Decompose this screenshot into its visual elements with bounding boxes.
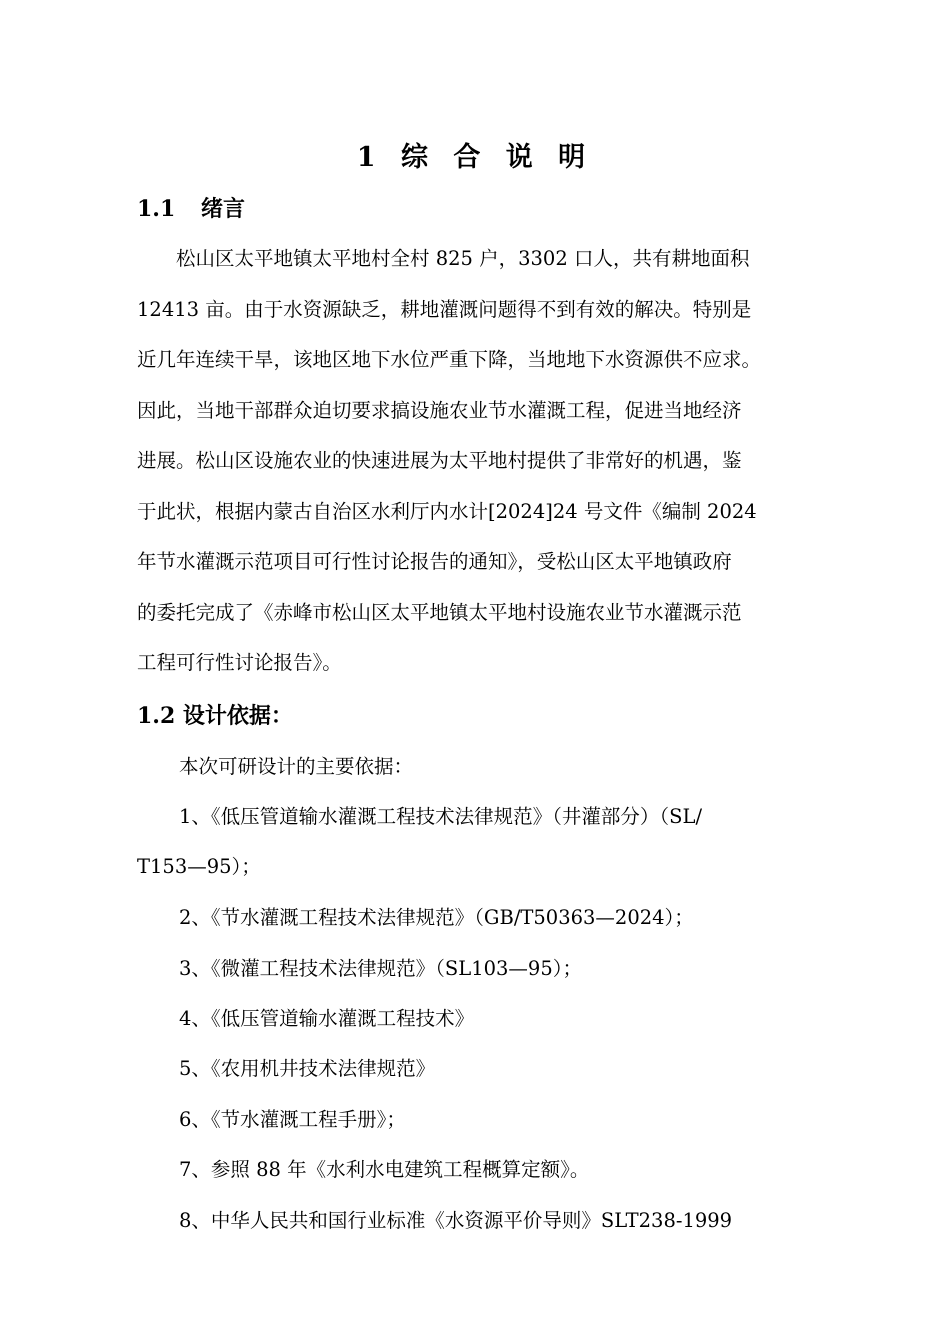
paragraph-line: 的委托完成了《赤峰市松山区太平地镇太平地村设施农业节水灌溉示范 <box>137 600 742 624</box>
basis-item-continuation: T153—95）； <box>137 855 261 878</box>
basis-intro: 本次可研设计的主要依据： <box>179 755 414 778</box>
paragraph-line: 工程可行性讨论报告》。 <box>137 651 342 674</box>
paragraph-line: 12413 亩。由于水资源缺乏，耕地灌溉问题得不到有效的解决。特别是 <box>137 297 752 321</box>
paragraph-line: 进展。松山区设施农业的快速进展为太平地村提供了非常好的机遇，鉴 <box>137 449 742 472</box>
basis-item: 4、《低压管道输水灌溉工程技术》 <box>179 1007 475 1030</box>
basis-item: 2、《节水灌溉工程技术法律规范》（GB/T50363—2024）； <box>179 906 694 929</box>
paragraph-line: 于此状，根据内蒙古自治区水利厅内水计[2024]24 号文件《编制 2024 <box>137 499 757 523</box>
section-heading-1-2: 1.2 设计依据： <box>137 703 293 729</box>
basis-item: 7、参照 88 年《水利水电建筑工程概算定额》。 <box>179 1158 590 1181</box>
paragraph-line: 年节水灌溉示范项目可行性讨论报告的通知》，受松山区太平地镇政府 <box>137 550 732 573</box>
paragraph-line: 因此，当地干部群众迫切要求搞设施农业节水灌溉工程，促进当地经济 <box>137 398 742 422</box>
basis-item: 3、《微灌工程技术法律规范》（SL103—95）； <box>179 957 582 980</box>
paragraph-line: 松山区太平地镇太平地村全村 825 户，3302 口人，共有耕地面积 <box>137 247 750 270</box>
basis-item: 8、中华人民共和国行业标准《水资源平价导则》SLT238-1999 <box>179 1209 733 1232</box>
paragraph-line: 近几年连续干旱，该地区地下水位严重下降，当地地下水资源供不应求。 <box>137 348 762 371</box>
section-heading-1-1 <box>137 193 245 225</box>
intro-paragraph <box>137 234 847 689</box>
basis-item: 1、《低压管道输水灌溉工程技术法律规范》（井灌部分）（SL/ <box>179 805 703 828</box>
section-title: 绪言 <box>201 196 246 222</box>
section-number: 1.1 <box>137 196 176 222</box>
basis-item: 6、《节水灌溉工程手册》； <box>179 1108 406 1131</box>
page-title: 1 综 合 说 明 <box>356 142 594 173</box>
basis-item: 5、《农用机井技术法律规范》 <box>179 1057 436 1080</box>
